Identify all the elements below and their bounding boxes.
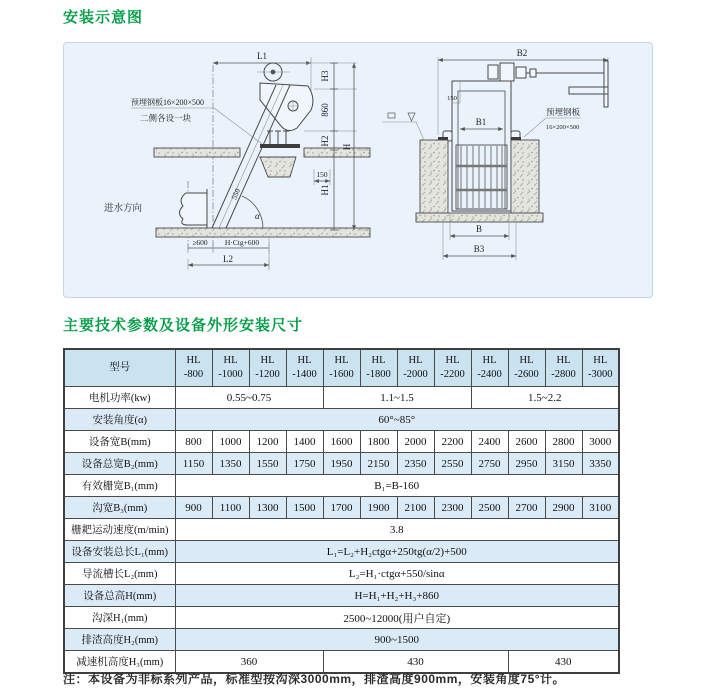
row-label: 有效栅宽B₁(mm)	[64, 475, 175, 497]
value-cell: 2950	[508, 453, 545, 475]
row-label: 设备总宽B₂(mm)	[64, 453, 175, 475]
model-header-cell: HL -3000	[582, 349, 619, 387]
value-cell: 2000	[397, 431, 434, 453]
model-column-header: 型号	[64, 349, 175, 387]
dim-label-l1: L1	[257, 51, 267, 61]
installation-diagram-panel	[63, 42, 653, 298]
model-header-cell: HL -1400	[286, 349, 323, 387]
value-cell: 1400	[286, 431, 323, 453]
dim-label-alpha: α	[255, 211, 260, 221]
dim-label-b3: B3	[473, 244, 485, 254]
row-label: 设备总高H(mm)	[64, 585, 175, 607]
section-title-technical-parameters: 主要技术参数及设备外形安装尺寸	[63, 317, 304, 334]
section-title-installation-diagram: 安装示意图	[63, 9, 144, 26]
value-cell: 2100	[397, 497, 434, 519]
value-cell: B₁=B-160	[175, 475, 619, 497]
dim-label-150-right: 150	[447, 95, 457, 102]
value-cell: 900~1500	[175, 629, 619, 651]
value-cell: 1550	[249, 453, 286, 475]
embedded-plate-callout-line2: 二侧各设一块	[140, 113, 192, 123]
dim-label-h1: H1	[320, 184, 330, 196]
value-cell: 2550	[434, 453, 471, 475]
value-cell: 1350	[212, 453, 249, 475]
value-cell: 2750	[471, 453, 508, 475]
row-label: 排渣高度H₂(mm)	[64, 629, 175, 651]
value-cell: 2900	[545, 497, 582, 519]
value-cell: 1950	[323, 453, 360, 475]
value-cell: 2150	[360, 453, 397, 475]
value-cell: 3000	[582, 431, 619, 453]
value-cell: 1150	[175, 453, 212, 475]
dim-label-150-left: 150	[316, 170, 328, 179]
value-cell: H=H₁+H₂+H₃+860	[175, 585, 619, 607]
value-cell: L₁=L₂+H₂ctgα+250tg(α/2)+500	[175, 541, 619, 563]
footnote: 注：本设备为非标系列产品，标准型按沟深3000mm，排渣高度900mm，安装角度75°计。	[63, 672, 566, 686]
value-cell: 3.8	[175, 519, 619, 541]
value-cell: 1700	[323, 497, 360, 519]
model-header-cell: HL -1000	[212, 349, 249, 387]
value-cell: 1000	[212, 431, 249, 453]
model-header-cell: HL -2800	[545, 349, 582, 387]
value-cell: 1800	[360, 431, 397, 453]
value-cell: 2350	[397, 453, 434, 475]
table-row	[64, 497, 619, 519]
value-cell: 430	[323, 651, 508, 674]
inlet-direction-label: 进水方向	[104, 204, 143, 214]
value-cell: 1600	[323, 431, 360, 453]
dim-label-l2: L2	[223, 254, 233, 264]
row-label: 减速机高度H₃(mm)	[64, 651, 175, 674]
value-cell: 1.1~1.5	[323, 387, 471, 409]
value-cell: 1300	[249, 497, 286, 519]
table-row	[64, 431, 619, 453]
value-cell: 2600	[508, 431, 545, 453]
model-header-cell: HL -2200	[434, 349, 471, 387]
dim-label-h3: H3	[320, 70, 330, 82]
front-view-drawing	[382, 48, 608, 260]
value-cell: 2400	[471, 431, 508, 453]
dim-label-ge600: ≥600	[192, 238, 208, 247]
value-cell: 3350	[582, 453, 619, 475]
row-label: 设备宽B(mm)	[64, 431, 175, 453]
value-cell: 3150	[545, 453, 582, 475]
value-cell: 900	[175, 497, 212, 519]
table-row	[64, 409, 619, 431]
model-header-cell: HL -800	[175, 349, 212, 387]
table-row	[64, 585, 619, 607]
table-row	[64, 541, 619, 563]
model-header-cell: HL -2600	[508, 349, 545, 387]
row-label: 电机功率(kw)	[64, 387, 175, 409]
side-view-drawing	[104, 51, 370, 270]
value-cell: 1.5~2.2	[471, 387, 619, 409]
row-label: 安装角度(α)	[64, 409, 175, 431]
table-row	[64, 453, 619, 475]
model-header-cell: HL -2400	[471, 349, 508, 387]
table-row	[64, 563, 619, 585]
embedded-plate-callout-line1: 预埋钢板16×200×500	[131, 98, 205, 107]
spec-table	[63, 348, 620, 674]
row-label: 沟深H₁(mm)	[64, 607, 175, 629]
table-row	[64, 519, 619, 541]
value-cell: L₂=H₁·ctgα+550/sinα	[175, 563, 619, 585]
table-row	[64, 387, 619, 409]
value-cell: 2300	[434, 497, 471, 519]
row-label: 栅耙运动速度(m/min)	[64, 519, 175, 541]
dim-label-h2: H2	[320, 135, 330, 147]
table-header-row	[64, 349, 619, 387]
installation-drawing	[64, 43, 652, 297]
table-row	[64, 629, 619, 651]
value-cell: 60°~85°	[175, 409, 619, 431]
row-label: 设备安装总长L₁(mm)	[64, 541, 175, 563]
value-cell: 2700	[508, 497, 545, 519]
embedded-plate-callout-right-line2: 16×200×500	[546, 124, 580, 131]
value-cell: 1750	[286, 453, 323, 475]
row-label: 沟宽B₃(mm)	[64, 497, 175, 519]
value-cell: 2200	[434, 431, 471, 453]
value-cell: 2500	[471, 497, 508, 519]
table-row	[64, 475, 619, 497]
value-cell: 360	[175, 651, 323, 674]
dim-label-b2: B2	[516, 48, 528, 58]
value-cell: 1900	[360, 497, 397, 519]
dim-label-860: 860	[320, 103, 330, 117]
value-cell: 1200	[249, 431, 286, 453]
dim-label-b1: B1	[475, 117, 487, 127]
dim-label-hctg600: H·Ctg+600	[224, 238, 260, 247]
value-cell: 1500	[286, 497, 323, 519]
value-cell: 3100	[582, 497, 619, 519]
model-header-cell: HL -1600	[323, 349, 360, 387]
value-cell: 2500~12000(用户自定)	[175, 607, 619, 629]
value-cell: 800	[175, 431, 212, 453]
table-row	[64, 607, 619, 629]
value-cell: 1100	[212, 497, 249, 519]
dim-label-b: B	[475, 224, 483, 234]
dim-label-550: 550	[229, 187, 243, 201]
value-cell: 2800	[545, 431, 582, 453]
model-header-cell: HL -1800	[360, 349, 397, 387]
dim-label-h: H	[342, 143, 352, 151]
model-header-cell: HL -1200	[249, 349, 286, 387]
value-cell: 0.55~0.75	[175, 387, 323, 409]
model-header-cell: HL -2000	[397, 349, 434, 387]
row-label: 导流槽长L₂(mm)	[64, 563, 175, 585]
embedded-plate-callout-right-line1: 预埋钢板	[546, 107, 581, 117]
value-cell: 430	[508, 651, 619, 674]
